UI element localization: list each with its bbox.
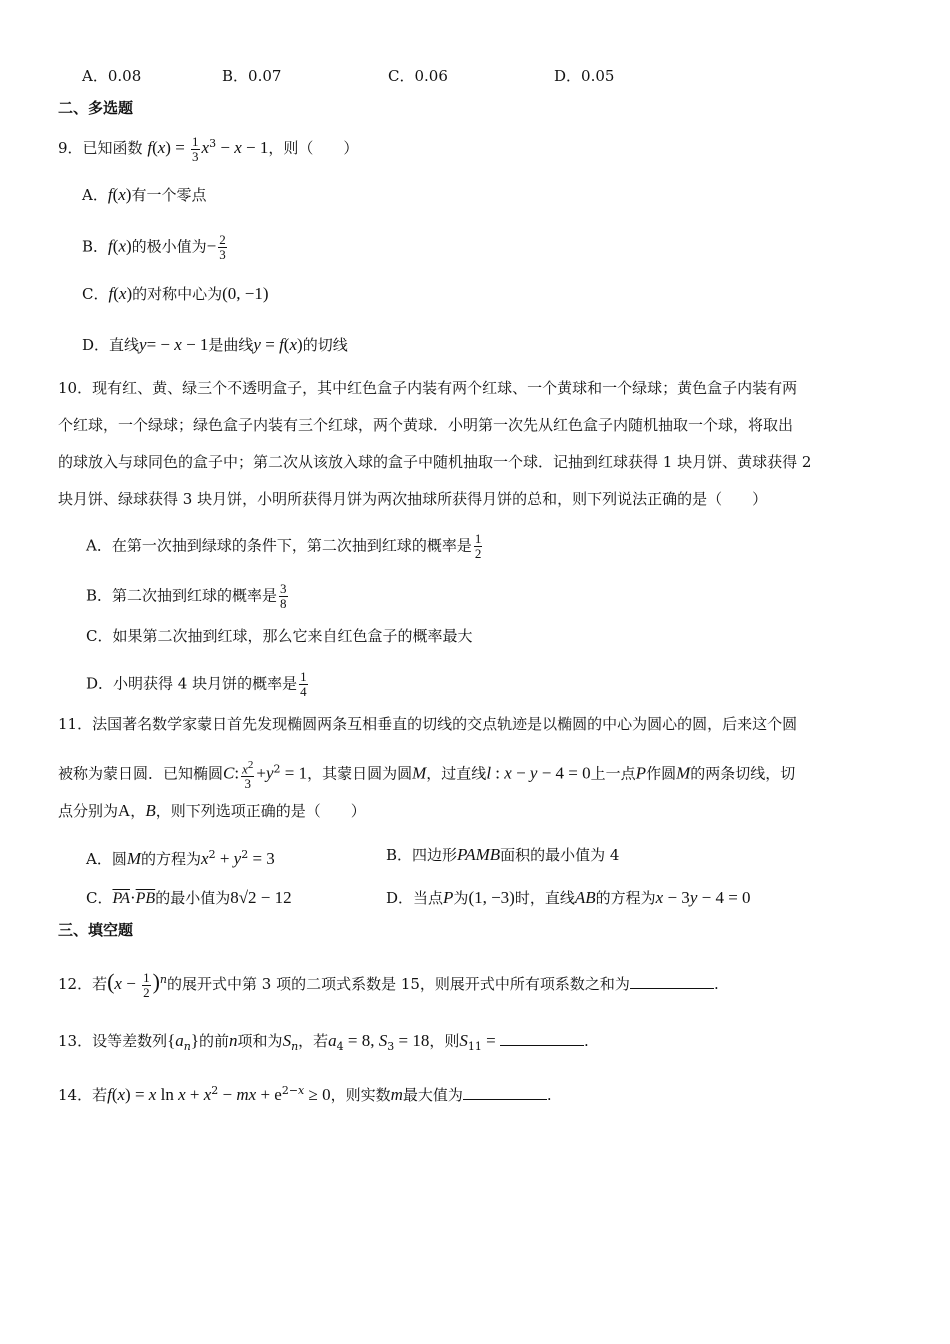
q12-answer-blank[interactable] (630, 974, 714, 989)
q11-option-c: C．$\overline{PA}\cdot\overline{PB}$的最小值为8√2 − 12 (86, 888, 292, 907)
q13-answer-blank[interactable] (500, 1031, 584, 1046)
q8-option-b: B．0.07 (222, 67, 282, 85)
q13-text-e: ，则 (429, 1032, 460, 1050)
q14-text-a: 14．若 (58, 1086, 108, 1104)
q10-option-a: A．在第一次抽到绿球的条件下，第二次抽到红球的概率是 $\frac{1}{2}$ (86, 531, 482, 561)
q11-line-2f: 的两条切线，切 (690, 764, 796, 783)
q12-text-b: 的展开式中第 3 项的二项式系数是 15，则展开式中所有项系数之和为 (166, 975, 630, 993)
q8-option-a: A．0.08 (82, 67, 142, 85)
q14-text-c: 最大值为 (402, 1086, 463, 1104)
q11-option-d-text4: 的方程为 (595, 889, 656, 907)
q11-option-a-text2: 的方程为 (141, 850, 202, 868)
q8-option-c: C．0.06 (388, 67, 448, 85)
q11-line-2: 被称为蒙日圆．已知椭圆C: $\frac{x^2}{3}$ $+y^2 = 1$，其蒙日圆为圆M，过直线l : x − y − 4 = 0上一点P作圆M的两条切线，切 (58, 759, 796, 792)
q11-line-2d: 上一点 (590, 764, 636, 783)
q9-option-d-text2: 是曲线 (208, 336, 254, 354)
section-fill-blank-heading: 三、填空题 (58, 921, 134, 939)
q11-option-c-text1: C． (86, 889, 113, 907)
q13-text-b: 的前 (199, 1032, 230, 1050)
q8-option-d: D．0.05 (554, 67, 615, 85)
q11-option-b: B．四边形PAMB面积的最小值为 4 (386, 845, 620, 864)
q11-option-b-text1: B．四边形 (386, 846, 458, 864)
q11-line-3b: ，则下列选项正确的是（ ） (155, 802, 366, 820)
q14-end: . (546, 1086, 552, 1104)
q9-then: ，则（ ） (268, 139, 359, 157)
q11-line-2e: 作圆 (646, 764, 677, 783)
q11-line-2c: ，过直线 (426, 764, 487, 783)
q10-line-4: 块月饼、绿球获得 3 块月饼，小明所获得月饼为两次抽球所获得月饼的总和，则下列说法正确的是（ ） (58, 490, 768, 508)
q11-line-2b: ，其蒙日圆为圆 (307, 764, 413, 783)
q11-option-a: A．圆M的方程为$x^2 + y^2 = 3$ (86, 848, 275, 868)
q9-option-d-text1: D．直线 (82, 336, 140, 354)
q9-option-b-text: 的极小值为 (131, 237, 207, 256)
q12-text-a: 12．若 (58, 975, 108, 993)
q11-line-3a: 点分别为 (58, 802, 119, 820)
q13-text-c: 项和为 (237, 1032, 283, 1050)
q11-option-d-text2: 为 (453, 889, 469, 907)
section-multiple-choice-heading: 二、多选题 (58, 99, 134, 117)
q10-option-d-text: D．小明获得 4 块月饼的概率是 (86, 674, 298, 693)
q13-text-a: 13．设等差数列 (58, 1032, 168, 1050)
q10-option-b-text: B．第二次抽到红球的概率是 (86, 586, 278, 605)
q11-option-d-text1: D．当点 (386, 889, 444, 907)
q11-option-d-text3: 时，直线 (514, 889, 575, 907)
q11-option-b-text2: 面积的最小值为 4 (500, 846, 620, 864)
q14-answer-blank[interactable] (463, 1085, 547, 1100)
q9-option-a-text: 有一个零点 (131, 186, 207, 204)
q11-option-d: D．当点P为(1, −3)时，直线AB的方程为x − 3y − 4 = 0 (386, 888, 751, 907)
q14-text-b: ，则实数 (330, 1086, 391, 1104)
q9-option-b: B．f(x)的极小值为− $\frac{2}{3}$ (82, 232, 226, 262)
q10-option-d: D．小明获得 4 块月饼的概率是 $\frac{1}{4}$ (86, 669, 307, 699)
q11-option-c-text2: 的最小值为 (155, 889, 231, 907)
q9-option-d: D．直线y= − x − 1是曲线y = f(x)的切线 (82, 335, 348, 354)
q13-text-d: ，若 (298, 1032, 329, 1050)
q9-option-c-text: 的对称中心为 (132, 285, 223, 303)
q10-option-b: B．第二次抽到红球的概率是 $\frac{3}{8}$ (86, 581, 287, 611)
q9-number: 9．已知函数 (58, 139, 143, 157)
q12-end: . (713, 975, 719, 993)
q9-option-d-text3: 的切线 (302, 336, 348, 354)
q10-option-c: C．如果第二次抽到红球，那么它来自红色盒子的概率最大 (86, 627, 473, 645)
q9-stem: 9．已知函数 f(x) = $\frac{1}{3}$ $x^3 - x - 1$，则（ ） (58, 133, 359, 164)
q11-line-2a: 被称为蒙日圆．已知椭圆 (58, 764, 224, 783)
q10-line-2: 个红球，一个绿球；绿色盒子内装有三个红球，两个黄球．小明第一次先从红色盒子内随机抽取一个球，将取出 (58, 416, 794, 434)
q10-line-1: 10．现有红、黄、绿三个不透明盒子，其中红色盒子内装有两个红球、一个黄球和一个绿球；黄色盒子内装有两 (58, 379, 798, 397)
q9-option-a: A．f(x)有一个零点 (82, 185, 207, 204)
q9-option-c: C．f(x)的对称中心为(0, −1) (82, 284, 269, 303)
q11-line-1: 11．法国著名数学家蒙日首先发现椭圆两条互相垂直的切线的交点轨迹是以椭圆的中心为圆心的圆，后来这个圆 (58, 715, 798, 733)
q14: 14．若f(x) = x $\ln x + x^2$ − mx + $e^{2-x} \ge 0$，则实数m最大值为 . (58, 1084, 552, 1104)
q11-line-3: 点分别为A，B，则下列选项正确的是（ ） (58, 801, 366, 820)
q11-option-a-text1: A．圆 (86, 850, 127, 868)
q12: 12．若(x − $\frac{1}{2}$ )$^n$的展开式中第 3 项的二项式系数是 15，则展开式中所有项系数之和为 . (58, 969, 719, 1000)
q13: 13．设等差数列$\{a_n\}$的前n项和为$S_n$，若$a_4 = 8$, $S_3 = 18$，则$S_{11}$ = . (58, 1031, 589, 1053)
q13-end: . (583, 1032, 589, 1050)
q10-line-3: 的球放入与球同色的盒子中；第二次从该放入球的盒子中随机抽取一个球．记抽到红球获得 1 块月饼、黄球获得 2 (58, 453, 812, 471)
q10-option-a-text: A．在第一次抽到绿球的条件下，第二次抽到红球的概率是 (86, 536, 472, 555)
